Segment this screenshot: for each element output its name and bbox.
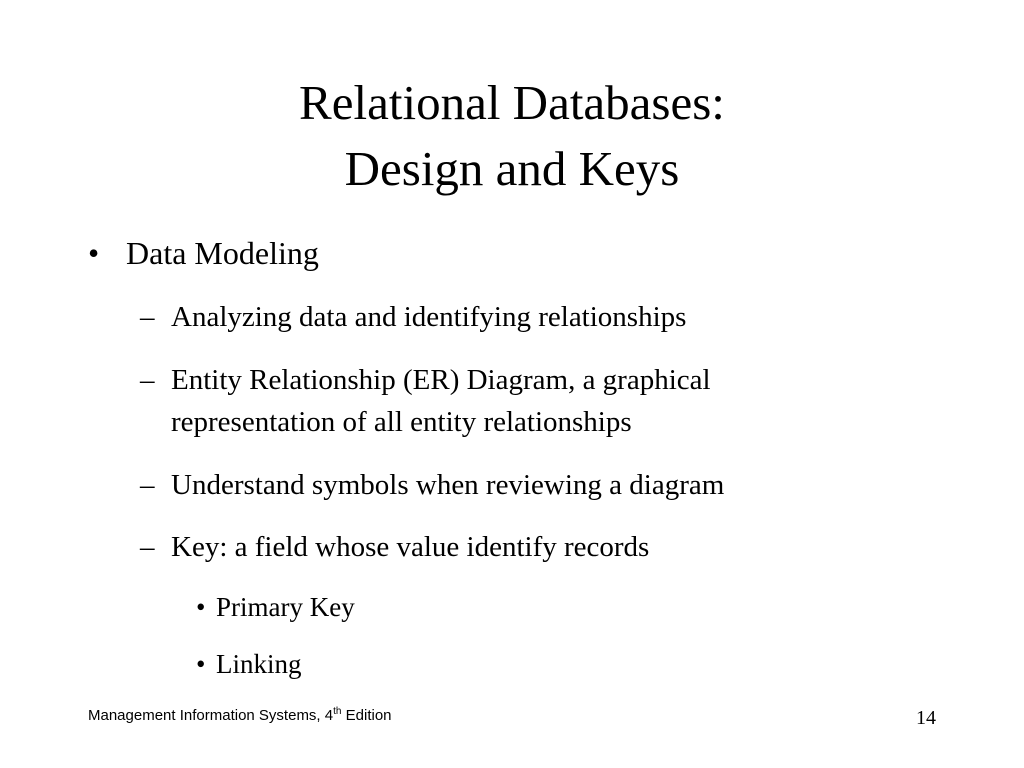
sub-bullet-text: Key: a field whose value identify records	[171, 531, 650, 563]
footer-book-title-prefix: Management Information Systems, 4	[88, 707, 334, 724]
bullet-marker: •	[196, 649, 206, 679]
sub-bullet-text-line-1: Entity Relationship (ER) Diagram, a graphical	[171, 364, 711, 396]
slide-title-line-2: Design and Keys	[344, 141, 680, 196]
footer-book-title-superscript: th	[333, 706, 342, 717]
sub-bullet-text-line-2: representation of all entity relationships	[171, 406, 632, 438]
dash-marker: –	[140, 364, 155, 396]
dash-marker: –	[140, 469, 155, 501]
dash-marker: –	[140, 531, 155, 563]
sub-sub-bullet-text: Primary Key	[216, 592, 355, 622]
footer-book-title	[88, 706, 392, 726]
bullet-marker: •	[196, 592, 206, 622]
sub-sub-bullet-text: Linking	[216, 649, 302, 679]
slide-title-line-1: Relational Databases:	[299, 75, 725, 130]
sub-bullet-text: Analyzing data and identifying relationships	[171, 301, 687, 333]
bullet-marker: •	[88, 235, 100, 271]
dash-marker: –	[140, 301, 155, 333]
bullet-text: Data Modeling	[126, 235, 319, 271]
sub-bullet-text: Understand symbols when reviewing a diagram	[171, 469, 725, 501]
page-number: 14	[916, 707, 936, 729]
footer-book-title-suffix: Edition	[341, 707, 392, 724]
